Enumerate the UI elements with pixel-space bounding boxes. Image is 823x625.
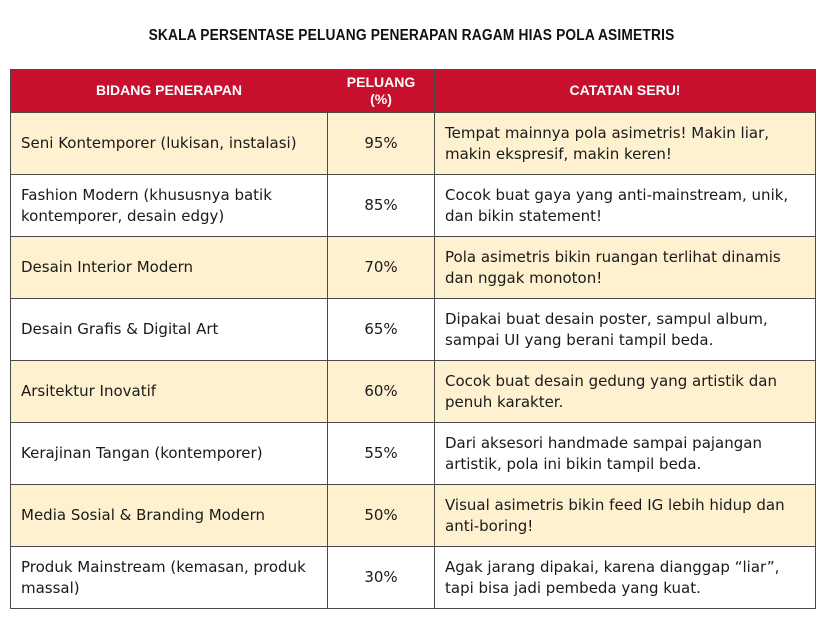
notes-cell: Dipakai buat desain poster, sampul album, sampai UI yang berani tampil beda. — [435, 299, 816, 361]
chance-cell: 50% — [328, 485, 435, 547]
notes-cell: Tempat mainnya pola asimetris! Makin liar, makin ekspresif, makin keren! — [435, 113, 816, 175]
table-row — [11, 299, 816, 361]
chance-cell: 65% — [328, 299, 435, 361]
field-cell: Seni Kontemporer (lukisan, instalasi) — [11, 113, 328, 175]
field-cell: Kerajinan Tangan (kontemporer) — [11, 423, 328, 485]
field-cell: Produk Mainstream (kemasan, produk massal) — [11, 547, 328, 609]
notes-cell: Cocok buat gaya yang anti-mainstream, unik, dan bikin statement! — [435, 175, 816, 237]
table-row — [11, 547, 816, 609]
table-row — [11, 175, 816, 237]
chance-cell: 30% — [328, 547, 435, 609]
percentage-table — [10, 69, 816, 609]
table-row — [11, 113, 816, 175]
notes-cell: Visual asimetris bikin feed IG lebih hidup dan anti-boring! — [435, 485, 816, 547]
chance-cell: 85% — [328, 175, 435, 237]
chance-cell: 60% — [328, 361, 435, 423]
column-header-chance: PELUANG (%) — [328, 70, 435, 113]
column-header-field: BIDANG PENERAPAN — [11, 70, 328, 113]
field-cell: Arsitektur Inovatif — [11, 361, 328, 423]
notes-cell: Cocok buat desain gedung yang artistik dan penuh karakter. — [435, 361, 816, 423]
table-header-row — [11, 70, 816, 113]
table-row — [11, 485, 816, 547]
field-cell: Fashion Modern (khususnya batik kontemporer, desain edgy) — [11, 175, 328, 237]
chance-cell: 70% — [328, 237, 435, 299]
chance-cell: 55% — [328, 423, 435, 485]
table-row — [11, 361, 816, 423]
table-row — [11, 237, 816, 299]
page-title: SKALA PERSENTASE PELUANG PENERAPAN RAGAM HIAS POLA ASIMETRIS — [148, 27, 675, 44]
field-cell: Media Sosial & Branding Modern — [11, 485, 328, 547]
notes-cell: Pola asimetris bikin ruangan terlihat dinamis dan nggak monoton! — [435, 237, 816, 299]
field-cell: Desain Interior Modern — [11, 237, 328, 299]
table-row — [11, 423, 816, 485]
chance-cell: 95% — [328, 113, 435, 175]
column-header-notes: CATATAN SERU! — [435, 70, 816, 113]
notes-cell: Dari aksesori handmade sampai pajangan artistik, pola ini bikin tampil beda. — [435, 423, 816, 485]
field-cell: Desain Grafis & Digital Art — [11, 299, 328, 361]
notes-cell: Agak jarang dipakai, karena dianggap “liar”, tapi bisa jadi pembeda yang kuat. — [435, 547, 816, 609]
